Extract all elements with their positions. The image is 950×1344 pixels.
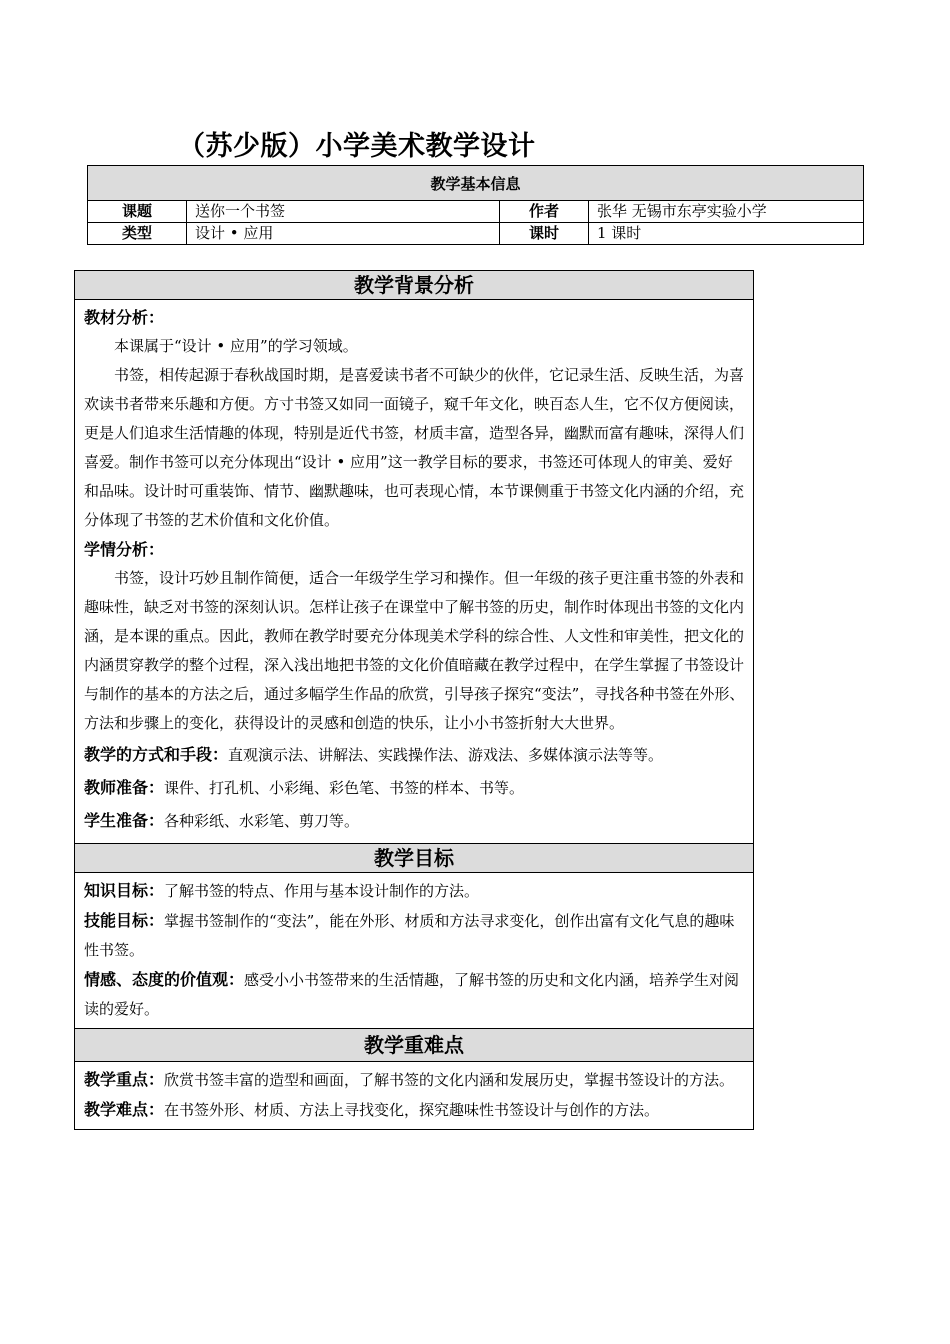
teaching-focus [84, 1065, 745, 1095]
knowledge-goal-label: 知识目标： [84, 881, 165, 900]
teaching-focus-text: 欣赏书签丰富的造型和画面，了解书签的文化内涵和发展历史，掌握书签设计的方法。 [164, 1071, 735, 1089]
material-heading: 教材分析： [84, 308, 165, 327]
teaching-difficulty [84, 1095, 745, 1125]
pupil-prep-line [84, 806, 745, 836]
type-label: 类型 [88, 223, 187, 245]
teaching-difficulty-label: 教学难点： [84, 1100, 165, 1119]
skill-goal-text: 掌握书签制作的“变法”，能在外形、材质和方法寻求变化，创作出富有文化气息的趣味性书签。 [84, 912, 735, 959]
background-section [75, 300, 754, 844]
emotion-goal-label: 情感、态度的价值观： [84, 970, 245, 989]
teacher-prep-text: 课件、打孔机、小彩绳、彩色笔、书签的样本、书等。 [164, 779, 525, 797]
keypoints-section [75, 1062, 754, 1130]
teaching-difficulty-text: 在书签外形、材质、方法上寻找变化，探究趣味性书签设计与创作的方法。 [164, 1101, 660, 1119]
method-text: 直观演示法、讲解法、实践操作法、游戏法、多媒体演示法等等。 [228, 746, 664, 764]
author-label: 作者 [500, 201, 589, 223]
method-label: 教学的方式和手段： [84, 745, 229, 764]
topic-label: 课题 [88, 201, 187, 223]
material-paragraph-2: 书签，相传起源于春秋战国时期，是喜爱读书者不可缺少的伙伴，它记录生活、反映生活，为喜欢读书者带来乐趣和方便。方寸书签又如同一面镜子，窥千年文化，映百态人生，它不仅方便阅读，更是人们追求生活情趣的体现，特别是近代书签，材质丰富，造型各异，幽默而富有趣味，深得人们喜爱。制作书签可以充分体现出“设计 • 应用”这一教学目标的要求，书签还可体现人的审美、爱好和品味。设计时可重装饰、情节、幽默趣味，也可表现心情，本节课侧重于书签文化内涵的介绍，充分体现了书签的艺术价值和文化价值。 [84, 366, 745, 529]
method-line [84, 740, 745, 770]
skill-goal [84, 906, 745, 965]
goals-section [75, 873, 754, 1029]
lesson-plan-table [74, 270, 754, 1130]
goals-header: 教学目标 [75, 844, 754, 873]
emotion-goal [84, 965, 745, 1024]
material-paragraph-1: 本课属于“设计 • 应用”的学习领域。 [114, 337, 358, 355]
type-value: 设计 • 应用 [187, 223, 500, 245]
author-value: 张华 无锡市东亭实验小学 [589, 201, 864, 223]
teacher-prep-label: 教师准备： [84, 778, 165, 797]
topic-value: 送你一个书签 [187, 201, 500, 223]
keypoints-header: 教学重难点 [75, 1029, 754, 1062]
pupil-prep-text: 各种彩纸、水彩笔、剪刀等。 [164, 812, 360, 830]
emotion-goal-text: 感受小小书签带来的生活情趣，了解书签的历史和文化内涵，培养学生对阅读的爱好。 [84, 971, 740, 1018]
skill-goal-label: 技能目标： [84, 911, 165, 930]
knowledge-goal [84, 876, 745, 906]
hours-value: 1 课时 [589, 223, 864, 245]
student-heading: 学情分析： [84, 540, 165, 559]
page-title: （苏少版）小学美术教学设计 [178, 131, 536, 162]
knowledge-goal-text: 了解书签的特点、作用与基本设计制作的方法。 [164, 882, 480, 900]
basic-info-table [87, 165, 864, 245]
student-paragraph: 书签，设计巧妙且制作简便，适合一年级学生学习和操作。但一年级的孩子更注重书签的外表和趣味性，缺乏对书签的深刻认识。怎样让孩子在课堂中了解书签的历史，制作时体现出书签的文化内涵，是本课的重点。因此，教师在教学时要充分体现美术学科的综合性、人文性和审美性，把文化的内涵贯穿教学的整个过程，深入浅出地把书签的文化价值暗藏在教学过程中，在学生掌握了书签设计与制作的基本的方法之后，通过多幅学生作品的欣赏，引导孩子探究“变法”，寻找各种书签在外形、方法和步骤上的变化，获得设计的灵感和创造的快乐，让小小书签折射大大世界。 [84, 569, 745, 732]
teacher-prep-line [84, 773, 745, 803]
pupil-prep-label: 学生准备： [84, 811, 165, 830]
background-header: 教学背景分析 [75, 271, 754, 300]
hours-label: 课时 [500, 223, 589, 245]
basic-info-header: 教学基本信息 [88, 166, 864, 201]
teaching-focus-label: 教学重点： [84, 1070, 165, 1089]
